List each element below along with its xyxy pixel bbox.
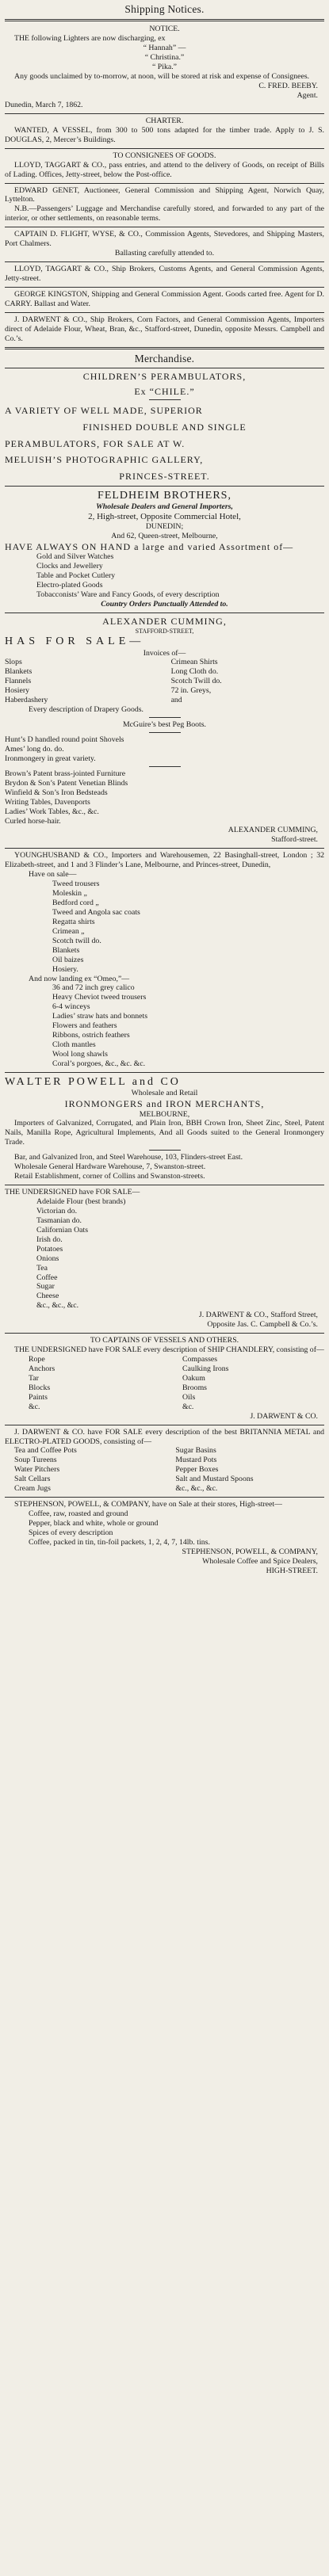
- stephenson-signature-role: Wholesale Coffee and Spice Dealers,: [202, 1556, 318, 1566]
- consignees-body: LLOYD, TAGGART & CO., pass entries, and attend to the delivery of Goods, on receipt of Bills of Lading. Offices, Jetty-street, below the Post-office.: [5, 160, 324, 179]
- darwent-produce-item: Cheese: [36, 1292, 59, 1301]
- powell-retail: Retail Establishment, corner of Collins and Swanston-streets.: [14, 1172, 205, 1181]
- captains-item: Anchors: [29, 1364, 55, 1373]
- darwent-produce-item: Onions: [36, 1254, 59, 1263]
- younghusband-item: Cloth mantles: [52, 1040, 96, 1050]
- divider: [5, 1497, 324, 1498]
- stephenson-item: Spices of every description: [29, 1528, 113, 1537]
- powell-title: WALTER POWELL and CO: [5, 1075, 181, 1088]
- feldheim-title: FELDHEIM BROTHERS,: [98, 489, 231, 502]
- darwent-produce-item: Californian Oats: [36, 1225, 89, 1235]
- younghusband-item: Crimean „: [52, 926, 85, 936]
- divider: [149, 766, 181, 767]
- perambulators-title: CHILDREN’S PERAMBULATORS,: [82, 371, 247, 383]
- darwent-plate-item: Salt Cellars: [14, 1475, 51, 1484]
- darwent-produce-ad: [5, 1188, 324, 1330]
- divider: [5, 148, 324, 149]
- captains-item: Oils: [182, 1392, 196, 1402]
- darwent-produce-item: Coffee: [36, 1273, 58, 1282]
- divider: [149, 717, 181, 718]
- divider: [5, 261, 324, 262]
- cumming-furniture: Brydon & Son’s Patent Venetian Blinds: [5, 778, 128, 788]
- captains-item: Brooms: [182, 1383, 207, 1392]
- younghusband-item: Wool long shawls: [52, 1050, 108, 1059]
- perambulators-line: MELUISH’S PHOTOGRAPHIC GALLERY,: [5, 454, 204, 466]
- powell-ad: [5, 1075, 324, 1181]
- captains-item: Blocks: [29, 1383, 51, 1392]
- feldheim-item: Gold and Silver Watches: [36, 552, 114, 562]
- cumming-iron: Ironmongery in great variety.: [5, 754, 96, 763]
- stephenson-signature: STEPHENSON, POWELL, & COMPANY,: [182, 1547, 318, 1556]
- darwent-shipbrokers-body: J. DARWENT & CO., Ship Brokers, Corn Factors, and General Commission Agents, Importers direct of Adelaide Flour, Wheat, Bran, &c., Stafford-street, Dunedin, opposite Messrs. Campbell and Co.’s.: [5, 315, 324, 343]
- cumming-tail: Every description of Drapery Goods.: [29, 705, 144, 715]
- cumming-signature-street: Stafford-street.: [271, 835, 318, 845]
- perambulators-line: PERAMBULATORS, FOR SALE AT W.: [5, 437, 186, 449]
- younghusband-item: Heavy Cheviot tweed trousers: [52, 993, 147, 1002]
- cumming-name: ALEXANDER CUMMING,: [102, 616, 227, 628]
- darwent-produce-item: Tasmanian do.: [36, 1215, 82, 1225]
- divider: [5, 312, 324, 313]
- younghusband-item: Ladies’ straw hats and bonnets: [52, 1012, 148, 1021]
- captains-signature: J. DARWENT & CO.: [250, 1411, 318, 1421]
- flight-body: CAPTAIN D. FLIGHT, WYSE, & CO., Commission Agents, Stevedores, and Shipping Masters, Port Chalmers.: [5, 230, 324, 249]
- younghusband-item: Coral’s porgoes, &c., &c. &c.: [52, 1059, 146, 1068]
- notice-title: NOTICE.: [149, 25, 180, 34]
- cumming-furniture: Ladies’ Work Tables, &c., &c.: [5, 807, 99, 816]
- darwent-produce-item: &c., &c., &c.: [36, 1301, 79, 1311]
- genet-body: EDWARD GENET, Auctioneer, General Commission and Shipping Agent, Norwich Quay, Lyttelton.: [5, 185, 324, 204]
- younghusband-lead: Have on sale—: [29, 870, 77, 880]
- stephenson-item: Pepper, black and white, whole or ground: [29, 1519, 159, 1528]
- darwent-produce-signature-addr: Opposite Jas. C. Campbell & Co.’s.: [207, 1320, 318, 1330]
- cumming-item: Blankets: [5, 667, 33, 677]
- feldheim-item: Table and Pocket Cutlery: [36, 571, 116, 581]
- stephenson-ad: [5, 1500, 324, 1576]
- younghusband-item: 36 and 72 inch grey calico: [52, 983, 135, 993]
- perambulators-ad: [5, 371, 324, 482]
- charter-ad: [5, 116, 324, 145]
- stephenson-item: Coffee, raw, roasted and ground: [29, 1509, 128, 1519]
- stephenson-signature-street: HIGH-STREET.: [266, 1566, 318, 1575]
- divider: [5, 1072, 324, 1073]
- cumming-item: Slops: [5, 658, 22, 667]
- darwent-produce-item: Victorian do.: [36, 1206, 78, 1215]
- notice-date: Dunedin, March 7, 1862.: [5, 100, 83, 109]
- notice-signature: C. FRED. BEEBY.: [258, 82, 318, 91]
- cumming-furniture: Curled horse-hair.: [5, 816, 61, 826]
- captains-goods: [5, 1355, 324, 1412]
- darwent-produce-item: Potatoes: [36, 1244, 63, 1254]
- darwent-produce-item: Tea: [36, 1263, 48, 1273]
- divider: [5, 287, 324, 288]
- captains-item: Tar: [29, 1373, 39, 1383]
- powell-sub: Wholesale and Retail: [131, 1088, 198, 1097]
- charter-title: CHARTER.: [145, 116, 184, 125]
- notice-signature-role: Agent.: [296, 91, 318, 101]
- younghusband-item: Tweed trousers: [52, 880, 100, 889]
- cumming-ad: [5, 616, 324, 845]
- cumming-item: Long Cloth do.: [170, 667, 219, 677]
- feldheim-item: Clocks and Jewellery: [36, 562, 103, 571]
- divider: [5, 347, 324, 349]
- darwent-plate-item: Salt and Mustard Spoons: [175, 1475, 254, 1484]
- feldheim-address2: And 62, Queen-street, Melbourne,: [111, 531, 218, 540]
- cumming-item: Scotch Twill do.: [170, 677, 222, 686]
- younghusband-item: Flowers and feathers: [52, 1021, 117, 1031]
- darwent-plate-goods: [5, 1446, 324, 1494]
- cumming-hunt: Hunt’s D handled round point Shovels: [5, 735, 124, 744]
- captains-item: &c.: [182, 1402, 194, 1411]
- darwent-plate-body: J. DARWENT & CO. have FOR SALE every description of the best BRITANNIA METAL and ELECTRO-PLATED GOODS, consisting of—: [5, 1427, 324, 1446]
- cumming-item: 72 in. Greys,: [170, 686, 212, 696]
- younghusband-item: Ribbons, ostrich feathers: [52, 1031, 130, 1040]
- powell-sub2: IRONMONGERS and IRON MERCHANTS,: [64, 1097, 265, 1109]
- cumming-goods: [5, 658, 324, 705]
- darwent-produce-item: Sugar: [36, 1282, 55, 1292]
- cumming-invoices: Invoices of—: [143, 648, 186, 658]
- cumming-item: Haberdashery: [5, 696, 48, 705]
- younghusband-item: Moleskin „: [52, 889, 87, 899]
- charter-body: WANTED, A VESSEL, from 300 to 500 tons adapted for the timber trade. Apply to J. S. DOUGLAS, 2, Mercer’s Buildings.: [5, 125, 324, 144]
- feldheim-sub: Wholesale Dealers and General Importers,: [96, 502, 233, 511]
- younghusband-item: Oil baizes: [52, 955, 84, 964]
- darwent-plate-item: Cream Jugs: [14, 1484, 51, 1494]
- kingston-body: GEORGE KINGSTON, Shipping and General Commission Agent. Goods carted free. Agent for D. CARRY. Ballast and Water.: [5, 289, 324, 308]
- consignees-ad: [5, 151, 324, 180]
- darwent-plate-item: Water Pitchers: [14, 1465, 60, 1475]
- cumming-ames: Ames’ long do. do.: [5, 744, 64, 754]
- divider: [149, 399, 181, 400]
- cumming-item: Hosiery: [5, 686, 30, 696]
- notice-lighter: “ Hannah” —: [143, 44, 186, 53]
- divider: [5, 113, 324, 114]
- notice-line: THE following Lighters are now discharging, ex: [14, 34, 166, 44]
- captains-item: Oakum: [182, 1373, 205, 1383]
- younghusband-item: Regatta shirts: [52, 917, 95, 926]
- cumming-lead: HAS FOR SALE—: [5, 635, 145, 648]
- darwent-plate-item: Soup Tureens: [14, 1456, 57, 1465]
- darwent-shipbrokers-ad: [5, 315, 324, 344]
- darwent-produce-item: Adelaide Flour (best brands): [36, 1197, 126, 1207]
- divider: [5, 848, 324, 849]
- notice-ad: [5, 25, 324, 109]
- divider: [149, 1150, 181, 1151]
- lloyd-body: LLOYD, TAGGART & CO., Ship Brokers, Customs Agents, and General Commission Agents, Jetty-street.: [5, 265, 324, 284]
- younghusband-item: Blankets: [52, 945, 80, 955]
- cumming-item: and: [170, 696, 182, 705]
- powell-city: MELBOURNE,: [139, 1109, 190, 1119]
- cumming-item: Crimean Shirts: [170, 658, 218, 667]
- cumming-furniture: Winfield & Son’s Iron Bedsteads: [5, 788, 108, 797]
- darwent-produce-lead: THE UNDERSIGNED have FOR SALE—: [5, 1188, 140, 1197]
- darwent-plate-item: Tea and Coffee Pots: [14, 1446, 77, 1456]
- younghusband-item: Hosiery.: [52, 964, 78, 974]
- kingston-ad: [5, 290, 324, 309]
- darwent-plate-item: &c., &c., &c.: [175, 1484, 218, 1494]
- divider: [5, 183, 324, 184]
- lloyd-ad: [5, 265, 324, 284]
- stephenson-body: STEPHENSON, POWELL, & COMPANY, have on Sale at their stores, High-street—: [14, 1500, 282, 1509]
- cumming-street: STAFFORD-STREET,: [135, 627, 194, 635]
- captains-item: &c.: [29, 1402, 40, 1411]
- stephenson-item: Coffee, packed in tin, tin-foil packets, 1, 2, 4, 7, 14lb. tins.: [29, 1537, 210, 1547]
- powell-body: Importers of Galvanized, Corrugated, and Plain Iron, BBH Crown Iron, Sheet Zinc, Steel, Patent Nails, Manilla Rope, Agricultural Implements, And all Goods suited to the General Ironmongery Trade.: [5, 1119, 324, 1147]
- notice-lighter: “ Christina.”: [144, 53, 185, 63]
- feldheim-item: Electro-plated Goods: [36, 581, 103, 590]
- powell-bar: Bar, and Galvanized Iron, and Steel Warehouse, 103, Flinders-street East.: [14, 1153, 243, 1162]
- genet-ad: [5, 186, 324, 224]
- shipping-notices-heading: Shipping Notices.: [124, 3, 205, 15]
- younghusband-body: YOUNGHUSBAND & CO., Importers and Warehousemen, 22 Basinghall-street, London ; 32 Elizabeth-street, and 1 and 3 Flinder’s Lane, Melbourne, and Princes-street, Dunedin,: [5, 851, 324, 870]
- captains-item: Paints: [29, 1392, 48, 1402]
- captains-title: TO CAPTAINS OF VESSELS AND OTHERS.: [90, 1336, 239, 1345]
- cumming-mcguire: McGuire’s best Peg Boots.: [122, 720, 207, 730]
- darwent-plate-item: Mustard Pots: [175, 1456, 217, 1465]
- feldheim-lead: HAVE ALWAYS ON HAND a large and varied Assortment of—: [5, 540, 294, 552]
- merchandise-heading: Merchandise.: [134, 352, 195, 364]
- younghusband-item: Bedford cord „: [52, 899, 99, 907]
- younghusband-lead2: And now landing ex “Omeo,”—: [29, 974, 130, 983]
- darwent-plate-ad: [5, 1428, 324, 1494]
- powell-wholesale: Wholesale General Hardware Warehouse, 7, Swanston-street.: [14, 1162, 206, 1172]
- feldheim-ad: [5, 489, 324, 610]
- darwent-plate-item: Sugar Basins: [175, 1446, 216, 1456]
- cumming-furniture: Writing Tables, Davenports: [5, 797, 90, 807]
- divider: [5, 1333, 324, 1334]
- perambulators-line: A VARIETY OF WELL MADE, SUPERIOR: [5, 405, 203, 417]
- captains-item: Caulking Irons: [182, 1364, 229, 1373]
- captains-item: Compasses: [182, 1355, 218, 1364]
- captains-item: Rope: [29, 1355, 45, 1364]
- feldheim-item: Tobacconists’ Ware and Fancy Goods, of every description: [36, 590, 220, 600]
- darwent-plate-item: Pepper Boxes: [175, 1465, 219, 1475]
- perambulators-line: PRINCES-STREET.: [119, 470, 210, 482]
- feldheim-city: DUNEDIN;: [145, 521, 184, 531]
- feldheim-footer: Country Orders Punctually Attended to.: [101, 600, 228, 609]
- divider: [5, 486, 324, 487]
- notice-body: Any goods unclaimed by to-morrow, at noon, will be stored at risk and expense of Consignees.: [14, 72, 310, 82]
- younghusband-ad: [5, 851, 324, 1069]
- flight-sub: Ballasting carefully attended to.: [114, 249, 215, 258]
- younghusband-item: Tweed and Angola sac coats: [52, 907, 140, 917]
- perambulators-ex: Ex “CHILE.”: [134, 385, 195, 397]
- divider: [149, 732, 181, 733]
- cumming-item: Flannels: [5, 677, 32, 686]
- feldheim-address: 2, High-street, Opposite Commercial Hotel,: [88, 511, 241, 521]
- divider: [5, 19, 324, 21]
- younghusband-item: 6-4 winceys: [52, 1002, 90, 1012]
- notice-lighter: “ Pika.”: [151, 63, 177, 72]
- darwent-produce-signature: J. DARWENT & CO., Stafford Street,: [198, 1311, 318, 1320]
- younghusband-item: Scotch twill do.: [52, 936, 101, 945]
- genet-note: N.B.—Passengers’ Luggage and Merchandise carefully stored, and forwarded to any part of the interior, or other settlements, on reasonable terms.: [5, 204, 324, 223]
- captains-lead: THE UNDERSIGNED have FOR SALE every description of SHIP CHANDLERY, consisting of—: [14, 1345, 324, 1355]
- darwent-produce-item: Irish do.: [36, 1235, 63, 1244]
- cumming-furniture: Brown’s Patent brass-jointed Furniture: [5, 769, 126, 778]
- captains-ad: [5, 1336, 324, 1421]
- cumming-signature: ALEXANDER CUMMING,: [228, 826, 318, 835]
- consignees-title: TO CONSIGNEES OF GOODS.: [113, 151, 216, 160]
- flight-ad: [5, 230, 324, 258]
- perambulators-line: FINISHED DOUBLE AND SINGLE: [82, 422, 247, 433]
